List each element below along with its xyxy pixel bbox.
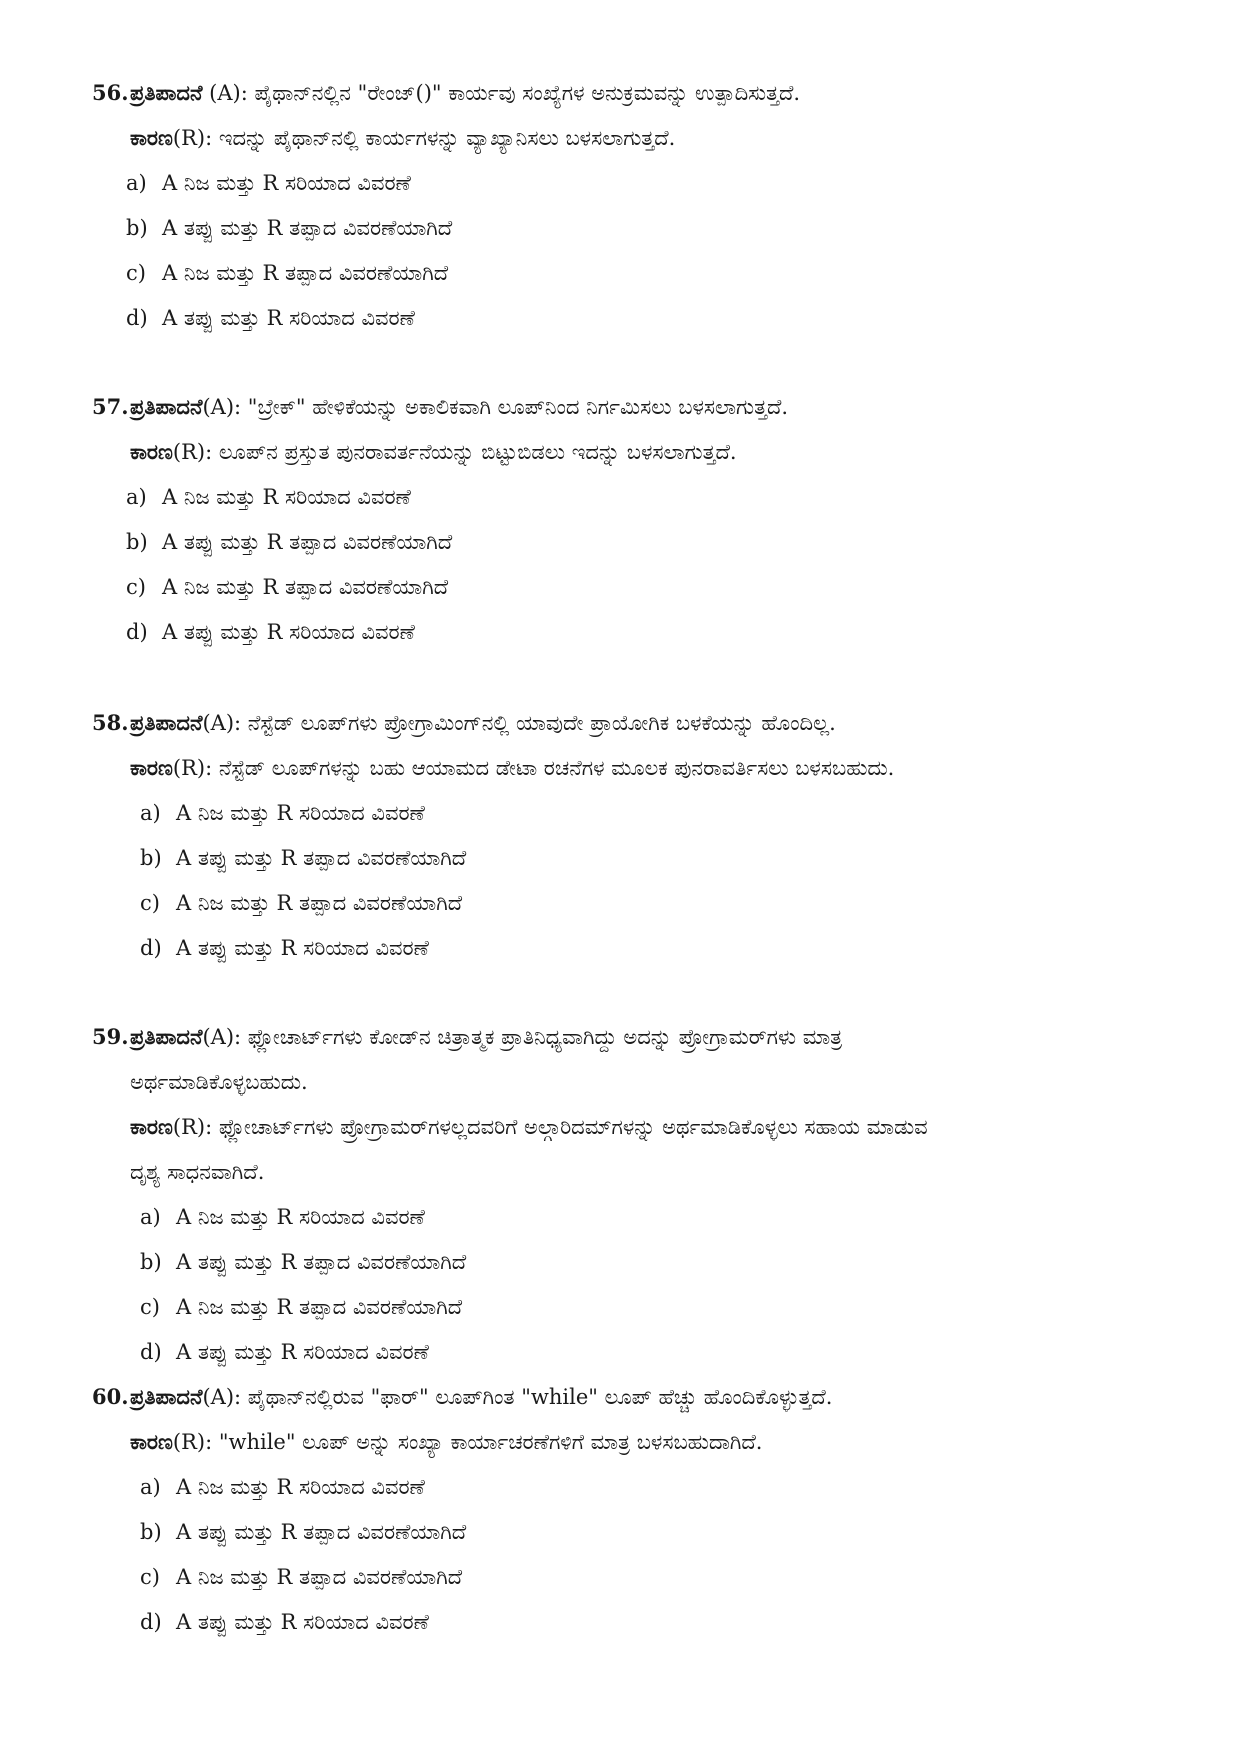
option-text: A ನಿಜ ಮತ್ತು R ತಪ್ಪಾದ ವಿವರಣೆಯಾಗಿದೆ xyxy=(162,575,449,599)
option-letter: d) xyxy=(126,620,148,644)
reason-label: ಕಾರಣ xyxy=(130,1429,173,1454)
question-number: 58. xyxy=(92,710,129,735)
assertion-tag: (A): xyxy=(202,1385,248,1409)
option-c[interactable] xyxy=(126,258,448,288)
option-letter: b) xyxy=(126,530,148,554)
option-text: A ತಪ್ಪು ಮತ್ತು R ಸರಿಯಾದ ವಿವರಣೆ xyxy=(176,1610,429,1634)
option-letter: a) xyxy=(140,801,161,825)
reason-text: ಇದನ್ನು ಪೈಥಾನ್‌ನಲ್ಲಿ ಕಾರ್ಯಗಳನ್ನು ವ್ಯಾಖ್ಯಾನಿಸಲು ಬಳಸಲಾಗುತ್ತದೆ. xyxy=(218,126,676,150)
assertion-text: ಪೈಥಾನ್‌ನಲ್ಲಿರುವ "ಫಾರ್" ಲೂಪ್‌ಗಿಂತ "while" ಲೂಪ್ ಹೆಚ್ಚು ಹೊಂದಿಕೊಳ್ಳುತ್ತದೆ. xyxy=(247,1385,833,1409)
assertion-continuation: ಅರ್ಥಮಾಡಿಕೊಳ್ಳಬಹುದು. xyxy=(130,1070,308,1094)
option-letter: a) xyxy=(126,485,147,509)
option-letter: b) xyxy=(126,216,148,240)
reason-label: ಕಾರಣ xyxy=(130,755,173,780)
option-text: A ತಪ್ಪು ಮತ್ತು R ಸರಿಯಾದ ವಿವರಣೆ xyxy=(162,306,415,330)
question-number: 57. xyxy=(92,394,129,419)
option-letter: a) xyxy=(140,1475,161,1499)
option-text: A ನಿಜ ಮತ್ತು R ತಪ್ಪಾದ ವಿವರಣೆಯಾಗಿದೆ xyxy=(176,1295,463,1319)
reason-tag: (R): xyxy=(172,1115,219,1139)
reason-text: ನೆಸ್ಟೆಡ್ ಲೂಪ್‌ಗಳನ್ನು ಬಹು ಆಯಾಮದ ಡೇಟಾ ರಚನೆಗಳ ಮೂಲಕ ಪುನರಾವರ್ತಿಸಲು ಬಳಸಬಹುದು. xyxy=(218,756,895,780)
option-b[interactable] xyxy=(140,1247,466,1277)
option-b[interactable] xyxy=(140,843,466,873)
option-text: A ತಪ್ಪು ಮತ್ತು R ಸರಿಯಾದ ವಿವರಣೆ xyxy=(162,620,415,644)
assertion-line xyxy=(92,392,788,422)
option-d[interactable] xyxy=(126,303,415,333)
option-text: A ನಿಜ ಮತ್ತು R ತಪ್ಪಾದ ವಿವರಣೆಯಾಗಿದೆ xyxy=(162,261,449,285)
reason-tag: (R): xyxy=(172,126,219,150)
option-letter: a) xyxy=(140,1205,161,1229)
option-text: A ತಪ್ಪು ಮತ್ತು R ಸರಿಯಾದ ವಿವರಣೆ xyxy=(176,936,429,960)
option-b[interactable] xyxy=(126,527,452,557)
option-a[interactable] xyxy=(140,1202,425,1232)
option-text: A ತಪ್ಪು ಮತ್ತು R ತಪ್ಪಾದ ವಿವರಣೆಯಾಗಿದೆ xyxy=(176,846,467,870)
option-c[interactable] xyxy=(126,572,448,602)
assertion-text: ಫ್ಲೋಚಾರ್ಟ್‌ಗಳು ಕೋಡ್‌ನ ಚಿತ್ರಾತ್ಮಕ ಪ್ರಾತಿನಿಧ್ಯವಾಗಿದ್ದು ಅದನ್ನು ಪ್ರೋಗ್ರಾಮರ್‌ಗಳು ಮಾತ್ರ xyxy=(247,1025,843,1049)
assertion-label: ಪ್ರತಿಪಾದನೆ xyxy=(130,1384,203,1409)
option-text: A ನಿಜ ಮತ್ತು R ತಪ್ಪಾದ ವಿವರಣೆಯಾಗಿದೆ xyxy=(176,1565,463,1589)
reason-line xyxy=(130,1112,928,1142)
option-a[interactable] xyxy=(126,482,411,512)
option-letter: c) xyxy=(140,891,160,915)
reason-tag: (R): xyxy=(172,440,219,464)
option-c[interactable] xyxy=(140,1562,462,1592)
option-letter: c) xyxy=(140,1295,160,1319)
assertion-tag: (A): xyxy=(202,711,248,735)
option-b[interactable] xyxy=(126,213,452,243)
reason-line xyxy=(130,123,675,153)
option-d[interactable] xyxy=(126,617,415,647)
assertion-line xyxy=(92,708,836,738)
assertion-label: ಪ್ರತಿಪಾದನೆ xyxy=(130,710,203,735)
assertion-label: ಪ್ರತಿಪಾದನೆ xyxy=(130,394,203,419)
assertion-text: ಪೈಥಾನ್‌ನಲ್ಲಿನ "ರೇಂಜ್()" ಕಾರ್ಯವು ಸಂಖ್ಯೆಗಳ ಅನುಕ್ರಮವನ್ನು ಉತ್ಪಾದಿಸುತ್ತದೆ. xyxy=(254,81,801,105)
option-text: A ನಿಜ ಮತ್ತು R ಸರಿಯಾದ ವಿವರಣೆ xyxy=(162,171,411,195)
reason-tag: (R): xyxy=(172,756,219,780)
option-letter: c) xyxy=(140,1565,160,1589)
question-number: 59. xyxy=(92,1024,129,1049)
assertion-label: ಪ್ರತಿಪಾದನೆ xyxy=(130,1024,203,1049)
option-letter: b) xyxy=(140,1520,162,1544)
option-c[interactable] xyxy=(140,1292,462,1322)
reason-continuation: ದೃಶ್ಯ ಸಾಧನವಾಗಿದೆ. xyxy=(130,1160,265,1184)
option-a[interactable] xyxy=(140,798,425,828)
reason-text: "while" ಲೂಪ್ ಅನ್ನು ಸಂಖ್ಯಾ ಕಾರ್ಯಾಚರಣೆಗಳಿಗೆ ಮಾತ್ರ ಬಳಸಬಹುದಾಗಿದೆ. xyxy=(218,1430,763,1454)
option-letter: c) xyxy=(126,261,146,285)
option-b[interactable] xyxy=(140,1517,466,1547)
reason-text: ಫ್ಲೋಚಾರ್ಟ್‌ಗಳು ಪ್ರೋಗ್ರಾಮರ್‌ಗಳಲ್ಲದವರಿಗೆ ಅಲ್ಗಾರಿದಮ್‌ಗಳನ್ನು ಅರ್ಥಮಾಡಿಕೊಳ್ಳಲು ಸಹಾಯ ಮಾಡುವ xyxy=(218,1115,928,1139)
option-text: A ನಿಜ ಮತ್ತು R ಸರಿಯಾದ ವಿವರಣೆ xyxy=(176,1205,425,1229)
reason-text: ಲೂಪ್‌ನ ಪ್ರಸ್ತುತ ಪುನರಾವರ್ತನೆಯನ್ನು ಬಿಟ್ಟುಬಿಡಲು ಇದನ್ನು ಬಳಸಲಾಗುತ್ತದೆ. xyxy=(218,440,737,464)
option-text: A ತಪ್ಪು ಮತ್ತು R ತಪ್ಪಾದ ವಿವರಣೆಯಾಗಿದೆ xyxy=(176,1250,467,1274)
assertion-line xyxy=(92,1382,832,1412)
question-number: 56. xyxy=(92,80,129,105)
option-text: A ನಿಜ ಮತ್ತು R ಸರಿಯಾದ ವಿವರಣೆ xyxy=(176,801,425,825)
option-a[interactable] xyxy=(126,168,411,198)
reason-label: ಕಾರಣ xyxy=(130,1114,173,1139)
assertion-text: ನೆಸ್ಟೆಡ್ ಲೂಪ್‌ಗಳು ಪ್ರೋಗ್ರಾಮಿಂಗ್‌ನಲ್ಲಿ ಯಾವುದೇ ಪ್ರಾಯೋಗಿಕ ಬಳಕೆಯನ್ನು ಹೊಂದಿಲ್ಲ. xyxy=(247,711,836,735)
option-c[interactable] xyxy=(140,888,462,918)
reason-tag: (R): xyxy=(172,1430,219,1454)
option-text: A ನಿಜ ಮತ್ತು R ಸರಿಯಾದ ವಿವರಣೆ xyxy=(176,1475,425,1499)
option-text: A ತಪ್ಪು ಮತ್ತು R ತಪ್ಪಾದ ವಿವರಣೆಯಾಗಿದೆ xyxy=(162,530,453,554)
option-text: A ನಿಜ ಮತ್ತು R ತಪ್ಪಾದ ವಿವರಣೆಯಾಗಿದೆ xyxy=(176,891,463,915)
assertion-tag: (A): xyxy=(202,1025,248,1049)
assertion-tag: (A): xyxy=(202,395,248,419)
option-text: A ತಪ್ಪು ಮತ್ತು R ತಪ್ಪಾದ ವಿವರಣೆಯಾಗಿದೆ xyxy=(176,1520,467,1544)
assertion-label: ಪ್ರತಿಪಾದನೆ xyxy=(130,80,203,105)
option-text: A ತಪ್ಪು ಮತ್ತು R ಸರಿಯಾದ ವಿವರಣೆ xyxy=(176,1340,429,1364)
reason-line xyxy=(130,1427,762,1457)
option-text: A ನಿಜ ಮತ್ತು R ಸರಿಯಾದ ವಿವರಣೆ xyxy=(162,485,411,509)
question-number: 60. xyxy=(92,1384,129,1409)
assertion-tag: (A): xyxy=(202,81,255,105)
option-a[interactable] xyxy=(140,1472,425,1502)
option-letter: a) xyxy=(126,171,147,195)
assertion-line xyxy=(92,1022,842,1052)
option-d[interactable] xyxy=(140,933,429,963)
option-letter: d) xyxy=(140,1610,162,1634)
assertion-line xyxy=(92,78,800,108)
option-letter: d) xyxy=(126,306,148,330)
option-letter: d) xyxy=(140,1340,162,1364)
reason-line xyxy=(130,753,894,783)
option-d[interactable] xyxy=(140,1607,429,1637)
reason-line xyxy=(130,437,737,467)
option-d[interactable] xyxy=(140,1337,429,1367)
reason-label: ಕಾರಣ xyxy=(130,439,173,464)
option-letter: d) xyxy=(140,936,162,960)
assertion-text: "ಬ್ರೇಕ್" ಹೇಳಿಕೆಯನ್ನು ಅಕಾಲಿಕವಾಗಿ ಲೂಪ್‌ನಿಂದ ನಿರ್ಗಮಿಸಲು ಬಳಸಲಾಗುತ್ತದೆ. xyxy=(247,395,789,419)
reason-label: ಕಾರಣ xyxy=(130,125,173,150)
option-text: A ತಪ್ಪು ಮತ್ತು R ತಪ್ಪಾದ ವಿವರಣೆಯಾಗಿದೆ xyxy=(162,216,453,240)
option-letter: c) xyxy=(126,575,146,599)
option-letter: b) xyxy=(140,846,162,870)
option-letter: b) xyxy=(140,1250,162,1274)
